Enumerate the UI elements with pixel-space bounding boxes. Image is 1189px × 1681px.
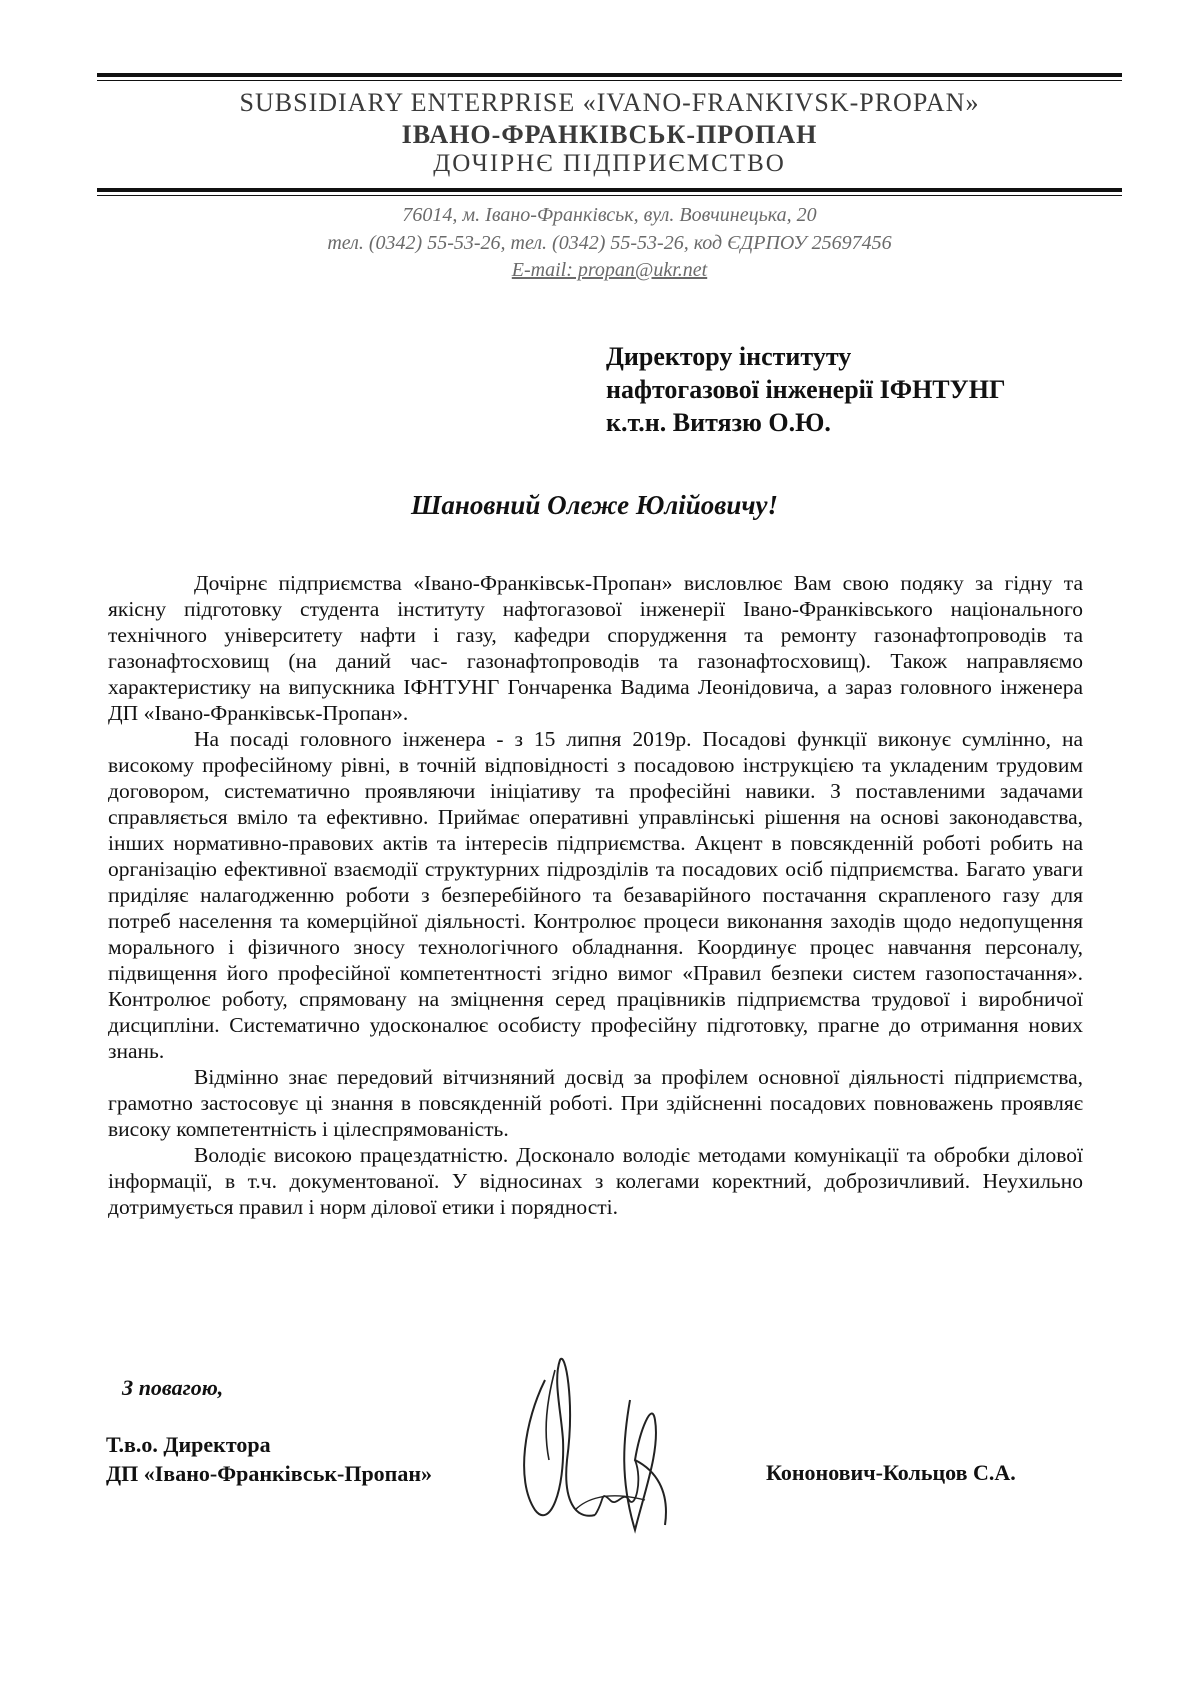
addressee-block [606, 340, 1005, 439]
letterhead-address: 76014, м. Івано-Франківськ, вул. Вовчинецька, 20 [402, 204, 817, 226]
letterhead-company-type: ДОЧІРНЄ ПІДПРИЄМСТВО [433, 150, 786, 177]
body-paragraph: Відмінно знає передовий вітчизняний досвід за профілем основної діяльності підприємства, грамотно застосовує ці знання в повсякденній роботі. При здійсненні посадових повноважень проявляє високу компетентність і цілеспрямованість. [108, 1065, 1083, 1141]
letter-body [108, 570, 1083, 1220]
addressee-line: нафтогазової інженерії ІФНТУНГ [606, 375, 1006, 404]
signatory-title-line: Т.в.о. Директора [106, 1432, 271, 1457]
handwritten-signature-icon [505, 1340, 690, 1550]
salutation: Шановний Олеже Юлійовичу! [410, 490, 779, 520]
addressee-line: Директору інституту [606, 342, 852, 371]
letterhead-contacts: тел. (0342) 55-53-26, тел. (0342) 55-53-26, код ЄДРПОУ 25697456 [327, 232, 892, 254]
letterhead-top-rule [97, 73, 1122, 77]
closing-regards: З повагою, [122, 1375, 224, 1400]
body-paragraph: На посаді головного інженера - з 15 липня 2019р. Посадові функції виконує сумлінно, на високому професійному рівні, в точній відповідності з посадовою інструкцією та укладеним трудовим договором, систематично проявляючи ініціативу та професійні навики. З поставленими задачами справляється вміло та ефективно. Приймає оперативні управлінські рішення на основі законодавства, інших нормативно-правових актів та інтересів підприємства. Акцент в повсякденній роботі робить на організацію ефективної взаємодії структурних підрозділів та посадових осіб підприємства. Багато уваги приділяє налагодженню роботи з безперебійного та безаварійного постачання скрапленого газу для потреб населення та комерційної діяльності. Контролює процеси виконання заходів щодо недопущення морального і фізичного зносу технологічного обладнання. Координує процес навчання персоналу, підвищення його професійної компетентності згідно вимог «Правил безпеки систем газопостачання». Контролює роботу, спрямовану на зміцнення серед працівників підприємства трудової і виробничої дисципліни. Систематично удосконалює особисту професійну підготовку, прагне до отримання нових знань. [108, 727, 1083, 1063]
addressee-line: к.т.н. Витязю О.Ю. [606, 408, 831, 437]
body-paragraph: Дочірнє підприємства «Івано-Франківськ-Пропан» висловлює Вам свою подяку за гідну та якісну підготовку студента інституту нафтогазової інженерії Івано-Франківського національного технічного університету нафти і газу, кафедри спорудження та ремонту газонафтопроводів та газонафтосховищ (на даний час- газонафтопроводів та газонафтосховищ). Також направляємо характеристику на випускника ІФНТУНГ Гончаренка Вадима Леонідовича, а зараз головного інженера ДП «Івано-Франківськ-Пропан». [108, 571, 1083, 725]
signatory-title-line: ДП «Івано-Франківськ-Пропан» [106, 1461, 433, 1486]
letterhead-company-ua: ІВАНО-ФРАНКІВСЬК-ПРОПАН [401, 120, 818, 149]
body-paragraph: Володіє високою працездатністю. Досконало володіє методами комунікації та обробки ділової інформації, в т.ч. документованої. У відносинах з колегами коректний, доброзичливий. Неухильно дотримується правил і норм ділової етики і порядності. [108, 1143, 1083, 1219]
letterhead-company-en: SUBSIDIARY ENTERPRISE «IVANO-FRANKIVSK-PROPAN» [239, 88, 980, 117]
signatory-title [106, 1430, 432, 1488]
letterhead-email: E-mail: propan@ukr.net [511, 259, 708, 281]
letterhead-bottom-thin-rule [97, 195, 1122, 196]
letterhead-bottom-rule [97, 188, 1122, 192]
letterhead-top-thin-rule [97, 80, 1122, 81]
signatory-name: Кононович-Кольцов С.А. [766, 1460, 1016, 1485]
